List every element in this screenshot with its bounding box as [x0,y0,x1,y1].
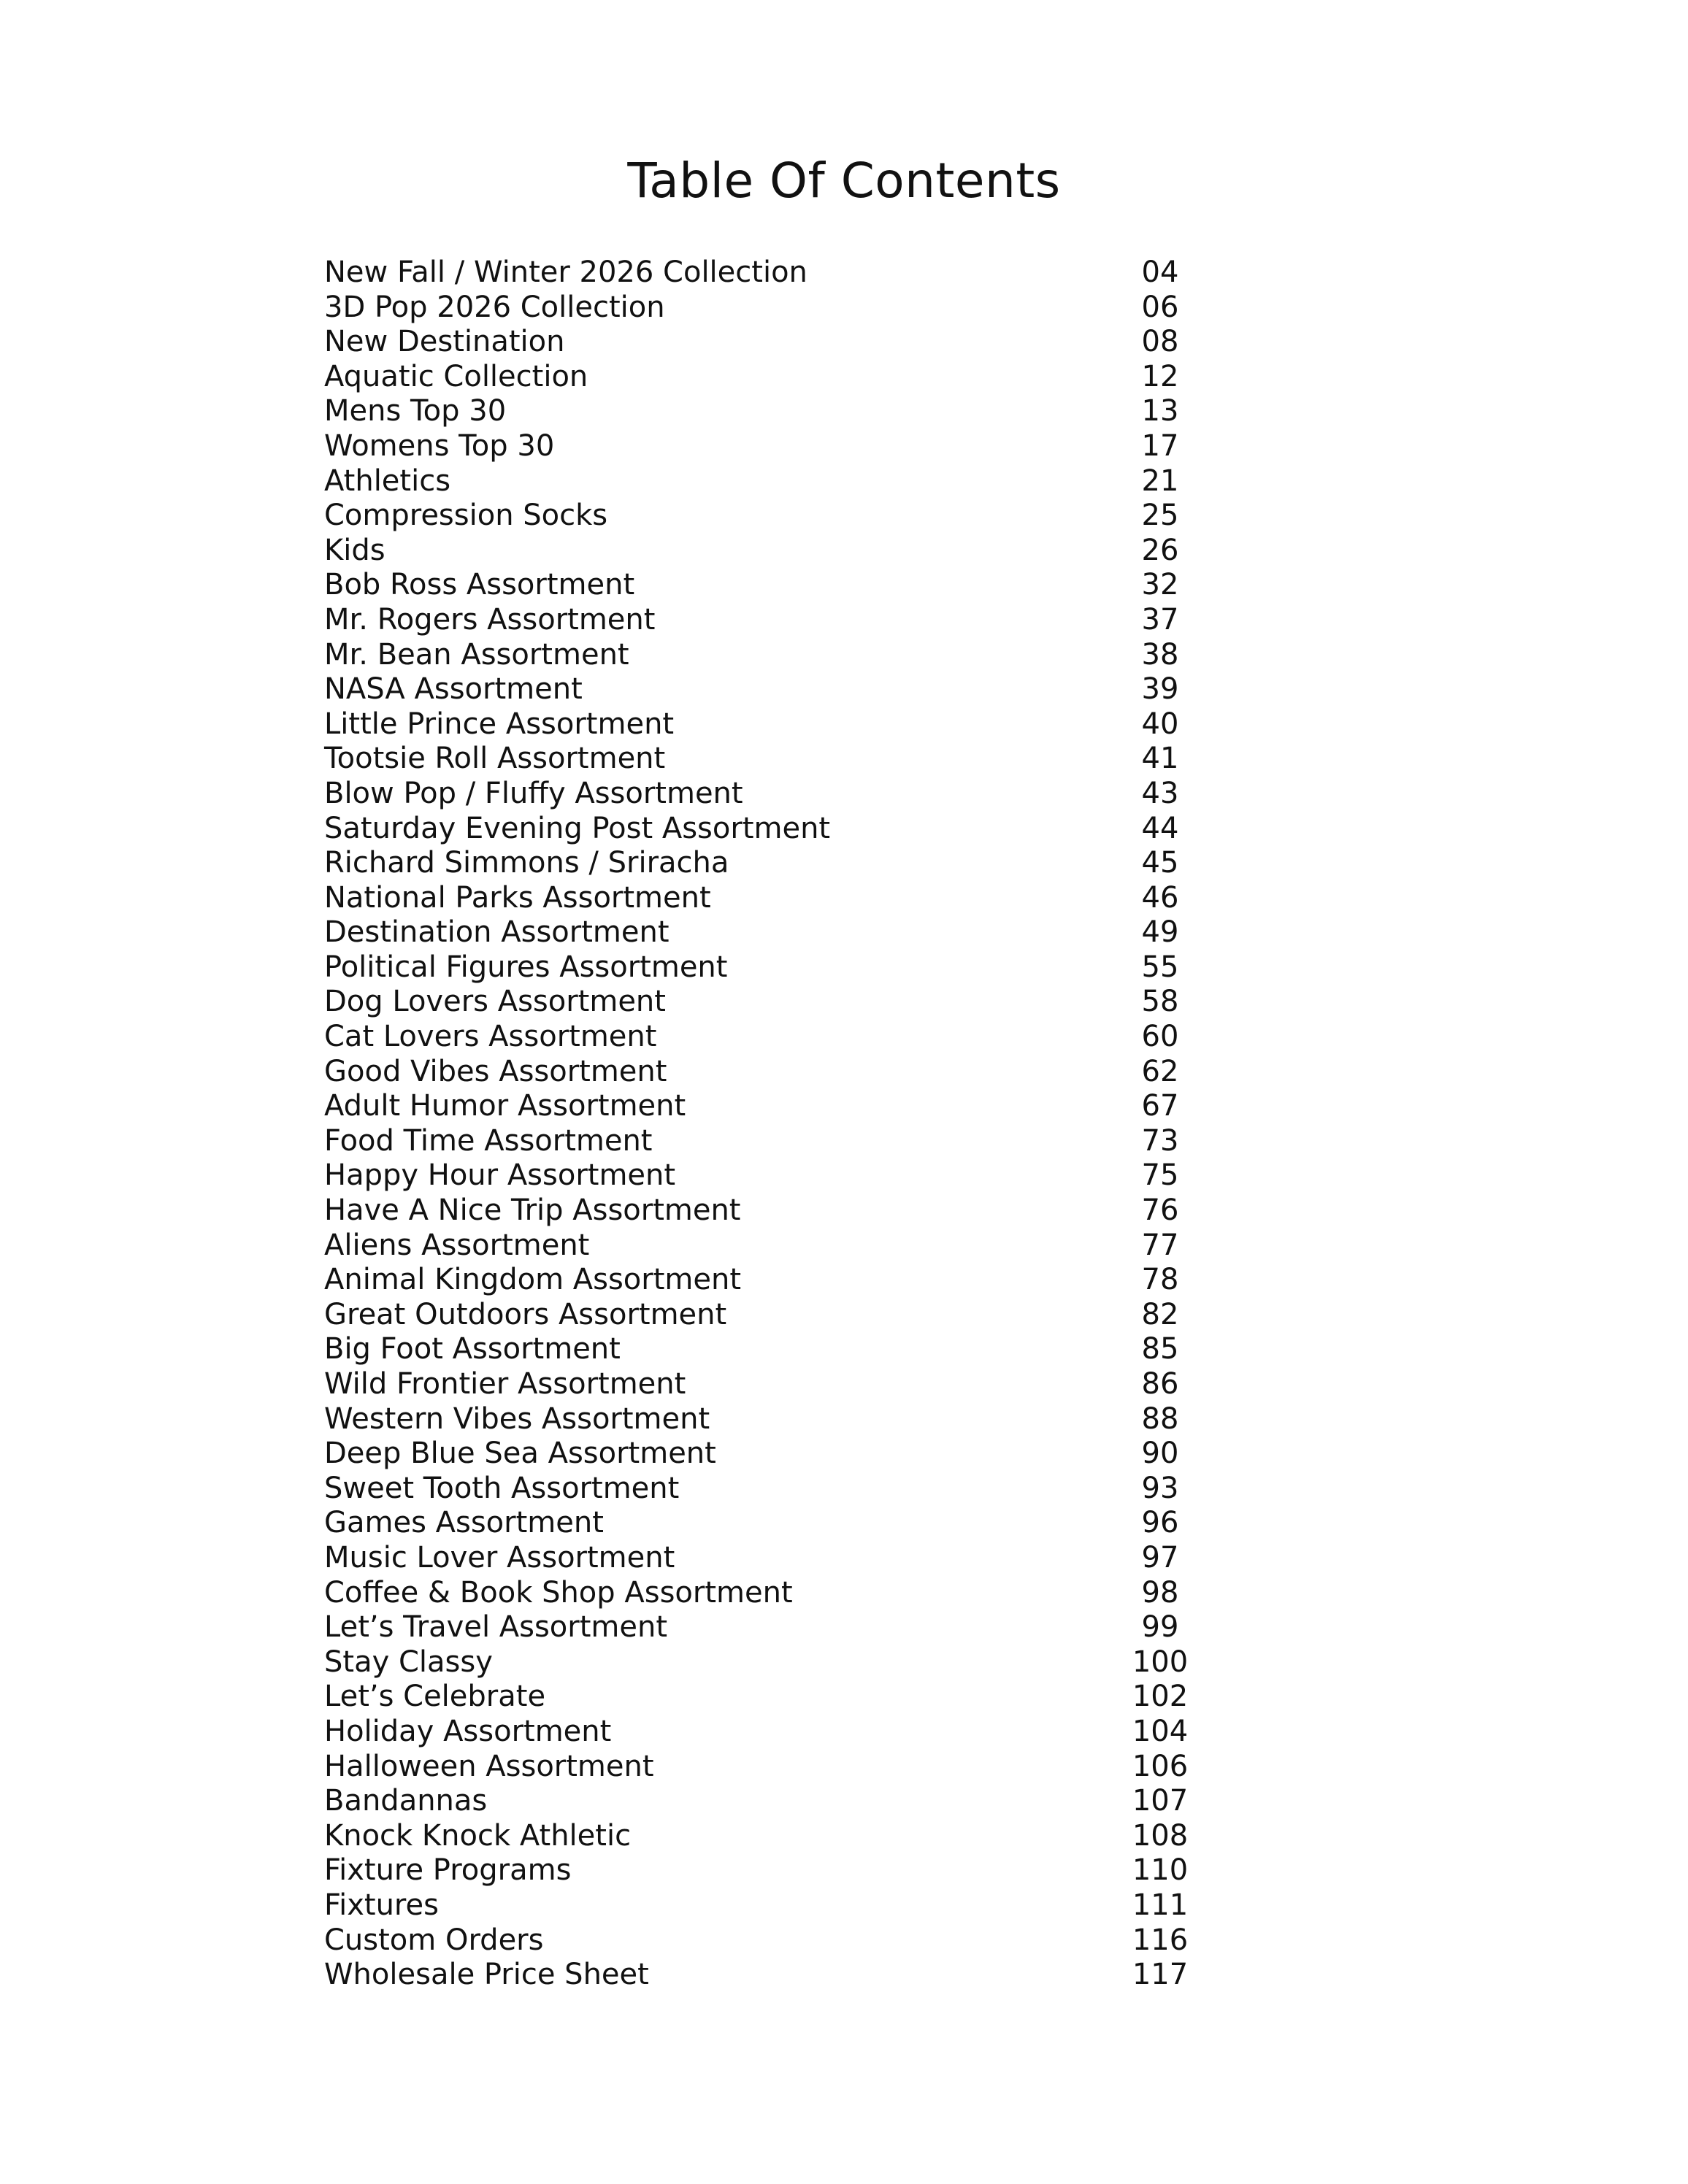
toc-entry-page-number: 108 [1132,1818,1189,1853]
toc-entry [324,568,1273,603]
toc-entry-page-number: 116 [1132,1923,1189,1957]
toc-entry [324,603,1273,638]
toc-entry-label: Music Lover Assortment [324,1540,675,1574]
toc-entry-page-number: 62 [1141,1054,1179,1088]
toc-entry-label: Have A Nice Trip Assortment [324,1193,741,1228]
toc-entry [324,1089,1273,1124]
toc-entry-label: Food Time Assortment [324,1123,653,1158]
toc-entry-label: Richard Simmons / Sriracha [324,846,729,880]
toc-entry [324,1541,1273,1576]
toc-entry [324,499,1273,534]
toc-entry-label: Compression Socks [324,499,608,533]
toc-entry [324,638,1273,673]
toc-entry-label: Great Outdoors Assortment [324,1297,727,1331]
toc-entry [324,394,1273,429]
toc-entry [324,1055,1273,1090]
toc-entry [324,464,1273,499]
toc-entry [324,1645,1273,1680]
toc-entry [324,1228,1273,1264]
toc-entry-label: Bandannas [324,1784,488,1818]
toc-entry-label: Custom Orders [324,1923,544,1957]
toc-entry [324,1367,1273,1402]
toc-entry-page-number: 88 [1141,1401,1179,1436]
toc-entry-label: Deep Blue Sea Assortment [324,1437,716,1471]
toc-entry [324,1158,1273,1193]
toc-entry-label: Happy Hour Assortment [324,1158,676,1193]
toc-entry-page-number: 98 [1141,1575,1179,1610]
toc-entry [324,534,1273,569]
toc-entry-page-number: 32 [1141,568,1179,602]
toc-entry-label: Mr. Bean Assortment [324,637,629,672]
toc-entry-page-number: 55 [1141,950,1179,984]
toc-entry-label: Good Vibes Assortment [324,1054,667,1088]
toc-entry-label: NASA Assortment [324,672,583,707]
toc-entry-label: Destination Assortment [324,915,670,950]
toc-entry [324,1020,1273,1055]
toc-entry [324,255,1273,291]
toc-entry-page-number: 77 [1141,1228,1179,1262]
toc-entry [324,429,1273,464]
toc-entry [324,1576,1273,1611]
toc-entry-label: Adult Humor Assortment [324,1089,686,1123]
toc-entry-page-number: 76 [1141,1193,1179,1228]
toc-entry-page-number: 82 [1141,1297,1179,1331]
toc-entry-page-number: 08 [1141,325,1179,359]
toc-entry-label: Kids [324,533,385,567]
toc-entry-label: Let’s Travel Assortment [324,1610,668,1645]
toc-entry [324,1402,1273,1437]
toc-entry-page-number: 106 [1132,1749,1189,1783]
toc-entry [324,915,1273,950]
toc-entry-page-number: 86 [1141,1367,1179,1401]
toc-entry-label: Fixtures [324,1888,439,1922]
toc-entry [324,1263,1273,1298]
toc-entry-page-number: 111 [1132,1888,1189,1922]
toc-entry-page-number: 58 [1141,985,1179,1019]
toc-entry [324,1506,1273,1541]
toc-entry-label: Mr. Rogers Assortment [324,602,656,637]
toc-entry [324,1750,1273,1785]
toc-entry-label: Cat Lovers Assortment [324,1020,657,1054]
toc-entry-page-number: 04 [1141,255,1179,289]
toc-entry-label: Bob Ross Assortment [324,568,635,602]
toc-entry-label: Halloween Assortment [324,1749,654,1783]
toc-entry-label: Games Assortment [324,1506,604,1540]
toc-entry [324,1472,1273,1507]
toc-entry [324,812,1273,847]
toc-entry-label: Knock Knock Athletic [324,1818,632,1853]
toc-entry-label: Mens Top 30 [324,394,507,428]
toc-entry-page-number: 45 [1141,846,1179,880]
toc-entry-page-number: 37 [1141,602,1179,637]
toc-entry-label: Western Vibes Assortment [324,1401,710,1436]
toc-entry [324,1715,1273,1750]
toc-entry [324,777,1273,812]
toc-entry-page-number: 93 [1141,1471,1179,1505]
toc-entry [324,1888,1273,1923]
toc-entry-page-number: 13 [1141,394,1179,428]
toc-entry [324,1332,1273,1367]
toc-entry [324,1784,1273,1819]
toc-entry-label: Aquatic Collection [324,359,588,393]
page-title: Table Of Contents [627,153,1061,209]
toc-entry-page-number: 25 [1141,499,1179,533]
toc-entry-page-number: 97 [1141,1540,1179,1574]
toc-entry [324,846,1273,881]
toc-entry-label: Wild Frontier Assortment [324,1367,686,1401]
toc-entry-page-number: 49 [1141,915,1179,950]
toc-entry-page-number: 12 [1141,359,1179,393]
toc-entry-label: Political Figures Assortment [324,950,728,984]
toc-entry-page-number: 107 [1132,1784,1189,1818]
toc-entry-label: Fixture Programs [324,1853,572,1888]
toc-entry-label: Big Foot Assortment [324,1332,621,1366]
toc-entry-page-number: 73 [1141,1123,1179,1158]
toc-entry [324,1853,1273,1888]
toc-entry [324,881,1273,916]
toc-entry [324,1819,1273,1854]
toc-entry [324,1680,1273,1715]
toc-entry-label: Athletics [324,464,451,498]
toc-entry-page-number: 40 [1141,707,1179,741]
toc-entry-page-number: 44 [1141,811,1179,845]
toc-entry-page-number: 67 [1141,1089,1179,1123]
toc-entry-page-number: 110 [1132,1853,1189,1888]
toc-entry-page-number: 104 [1132,1714,1189,1748]
toc-entry-page-number: 96 [1141,1506,1179,1540]
toc-entry-page-number: 41 [1141,742,1179,776]
toc-entry-label: Saturday Evening Post Assortment [324,811,831,845]
toc-entry [324,1610,1273,1645]
toc-entry [324,1124,1273,1159]
toc-entry [324,742,1273,777]
toc-entry [324,1923,1273,1958]
toc-entry-label: Animal Kingdom Assortment [324,1263,742,1297]
toc-entry [324,985,1273,1020]
toc-entry-page-number: 38 [1141,637,1179,672]
toc-entry-label: Womens Top 30 [324,428,555,463]
toc-entry-label: Wholesale Price Sheet [324,1958,649,1992]
toc-entry-label: Stay Classy [324,1645,493,1679]
toc-entry-label: Aliens Assortment [324,1228,590,1262]
toc-entry [324,325,1273,360]
toc-entry-page-number: 100 [1132,1645,1189,1679]
toc-entry-page-number: 117 [1132,1958,1189,1992]
toc-entry-label: Let’s Celebrate [324,1680,546,1714]
toc-entry [324,360,1273,395]
toc-entry-page-number: 85 [1141,1332,1179,1366]
toc-entry-page-number: 99 [1141,1610,1179,1645]
toc-entry-label: Dog Lovers Assortment [324,985,666,1019]
toc-entry [324,291,1273,326]
toc-entry-label: Holiday Assortment [324,1714,612,1748]
toc-entry-label: New Destination [324,325,565,359]
toc-entry [324,672,1273,707]
toc-entry-label: 3D Pop 2026 Collection [324,290,665,324]
toc-entry [324,1298,1273,1333]
toc-entry-label: Blow Pop / Fluffy Assortment [324,776,743,810]
toc-entry-page-number: 26 [1141,533,1179,567]
toc-entry-page-number: 39 [1141,672,1179,707]
toc-entry-page-number: 21 [1141,464,1179,498]
toc-entry-label: Little Prince Assortment [324,707,675,741]
toc-entry [324,950,1273,985]
toc-entry-label: New Fall / Winter 2026 Collection [324,255,807,289]
toc-entry [324,707,1273,742]
toc-entry-page-number: 75 [1141,1158,1179,1193]
table-of-contents-list [324,255,1273,1993]
toc-entry-page-number: 43 [1141,776,1179,810]
toc-entry [324,1193,1273,1228]
toc-entry-label: Tootsie Roll Assortment [324,742,666,776]
toc-entry-label: Sweet Tooth Assortment [324,1471,680,1505]
toc-entry-page-number: 46 [1141,880,1179,915]
toc-entry [324,1437,1273,1472]
toc-entry-label: Coffee & Book Shop Assortment [324,1575,793,1610]
toc-entry-page-number: 06 [1141,290,1179,324]
toc-entry-page-number: 102 [1132,1680,1189,1714]
toc-entry-page-number: 17 [1141,428,1179,463]
toc-entry [324,1958,1273,1993]
toc-entry-page-number: 78 [1141,1263,1179,1297]
toc-entry-page-number: 60 [1141,1020,1179,1054]
toc-entry-page-number: 90 [1141,1437,1179,1471]
toc-entry-label: National Parks Assortment [324,880,711,915]
